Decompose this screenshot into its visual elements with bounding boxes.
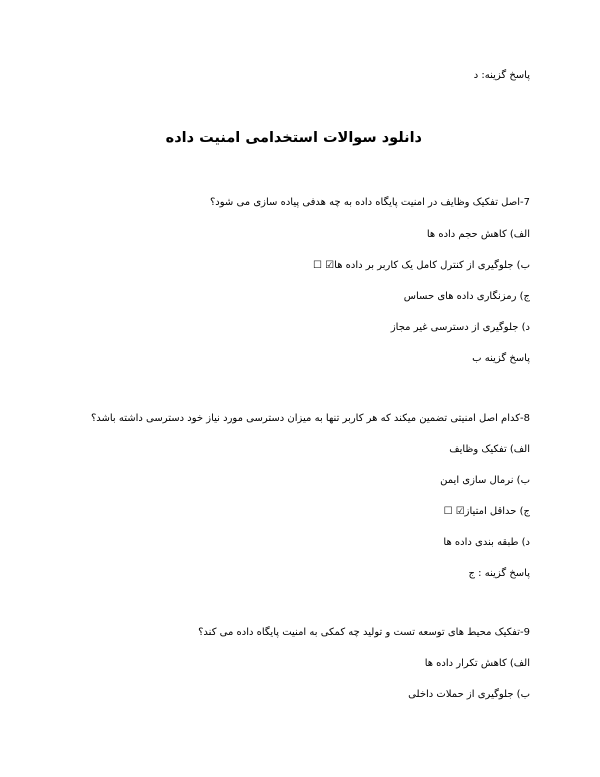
question-8-option-c-label: ج) حداقل امتیاز [464, 506, 530, 517]
question-8-option-d: د) طبقه بندی داده ها [443, 537, 530, 548]
question-7-option-a: الف) کاهش حجم داده ها [426, 229, 530, 240]
question-8-option-c [444, 505, 530, 519]
question-7-option-b-label: ب) جلوگیری از کنترل کامل یک کاربر بر داده ها [334, 260, 530, 271]
question-7-text: 7-اصل تفکیک وظایف در امنیت پایگاه داده به چه هدفی پیاده سازی می شود؟ [209, 197, 530, 208]
previous-answer: پاسخ گزینه: د [473, 70, 530, 81]
checkbox-marks: ☑ ☐ [313, 260, 335, 271]
question-7-option-c: ج) رمزنگاری داده های حساس [403, 291, 530, 302]
page-title: دانلود سوالات استخدامی امنیت داده [165, 130, 422, 146]
question-8-option-a: الف) تفکیک وظایف [449, 444, 530, 455]
question-9-option-a: الف) کاهش تکرار داده ها [424, 658, 530, 669]
question-7-option-b [313, 259, 530, 273]
question-9-text: 9-تفکیک محیط های توسعه تست و تولید چه کمکی به امنیت پایگاه داده می کند؟ [198, 627, 530, 638]
question-8-answer: پاسخ گزینه : ج [468, 568, 530, 579]
question-8-option-b: ب) نرمال سازی ایمن [440, 475, 530, 486]
checkbox-marks: ☑ ☐ [443, 506, 465, 517]
question-9-option-b: ب) جلوگیری از حملات داخلی [408, 689, 530, 700]
question-7-option-d: د) جلوگیری از دسترسی غیر مجاز [390, 322, 530, 333]
question-8-text: 8-کدام اصل امنیتی تضمین میکند که هر کاربر تنها به میزان دسترسی مورد نیاز خود دسترسی داشته باشد؟ [90, 413, 530, 424]
question-7-answer: پاسخ گزینه ب [472, 353, 530, 364]
